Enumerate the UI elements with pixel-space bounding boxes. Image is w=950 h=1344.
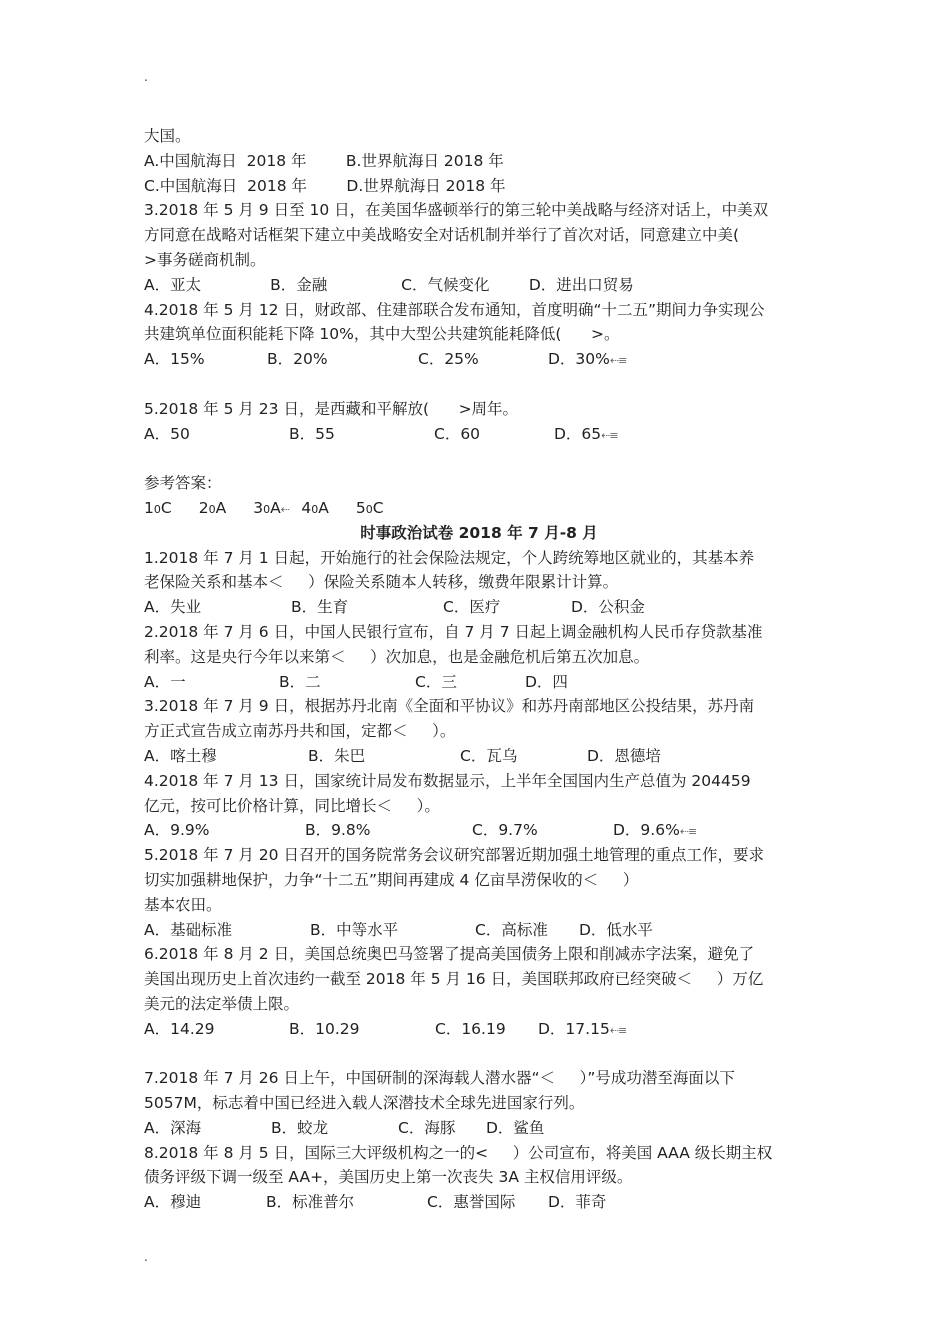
footer-dot: .	[144, 1250, 148, 1264]
option: B．9.8%	[305, 821, 371, 840]
question-text: 1.2018 年 7 月 1 日起，开始施行的社会保险法规定，个人跨统筹地区就业的，其基本养	[144, 548, 755, 567]
option: A．15%	[144, 350, 205, 369]
paragraph-mark-icon: ⇠≡	[601, 428, 618, 442]
option: B．生育	[291, 598, 349, 617]
option: A．喀土穆	[144, 746, 217, 765]
question-text: 切实加强耕地保护，力争“十二五”期间再建成 4 亿亩旱涝保收的＜ ）	[144, 870, 639, 889]
option: A．基础标准	[144, 920, 233, 939]
question-text: 美元的法定举债上限。	[144, 994, 300, 1013]
question-text: 5057M，标志着中国已经进入载人深潜技术全球先进国家行列。	[144, 1094, 585, 1113]
option: A．穆迪	[144, 1193, 202, 1212]
answers-row: 10C 20A 30A⇠ 40A 50C	[144, 498, 384, 517]
option: D．9.6%	[613, 821, 680, 840]
option: C．三	[415, 672, 457, 691]
text-line: 共建筑单位面积能耗下降 10%，其中大型公共建筑能耗降低( >。	[144, 325, 620, 344]
option: A．深海	[144, 1118, 202, 1137]
option: B．10.29	[289, 1019, 360, 1038]
option-row	[144, 422, 814, 447]
option: D．30%	[548, 350, 610, 369]
text-line: C.中国航海日 2018 年 D.世界航海日 2018 年	[144, 176, 506, 195]
text-line: 3.2018 年 5 月 9 日至 10 日，在美国华盛顿举行的第三轮中美战略与经济对话上，中美双	[144, 201, 769, 220]
option: C．25%	[418, 350, 479, 369]
option: D．65	[554, 424, 602, 443]
question-text: 7.2018 年 7 月 26 日上午，中国研制的深海载人潜水器“＜ ）”号成功潜至海面以下	[144, 1069, 735, 1088]
header-dot: .	[144, 70, 148, 84]
option-row	[144, 347, 814, 372]
option: B．中等水平	[310, 920, 399, 939]
question-text: 美国出现历史上首次违约一截至 2018 年 5 月 16 日，美国联邦政府已经突破＜ ）万亿	[144, 970, 764, 989]
question-text: 方正式宣告成立南苏丹共和国，定都＜ ）。	[144, 722, 456, 741]
question-text: 老保险关系和基本＜ ）保险关系随本人转移，缴费年限累计计算。	[144, 573, 619, 592]
question-text: 基本农田。	[144, 895, 222, 914]
document-body	[144, 124, 814, 1215]
option: D．低水平	[579, 920, 653, 939]
paragraph-mark-icon: ⇠≡	[609, 1023, 627, 1037]
option: B．蛟龙	[271, 1118, 329, 1137]
arrow-mark-icon: ⇠	[280, 502, 292, 516]
option: A．50	[144, 424, 190, 443]
question-text: 5.2018 年 7 月 20 日召开的国务院常务会议研究部署近期加强土地管理的重点工作，要求	[144, 846, 764, 865]
text-line: 大国。	[144, 127, 191, 145]
option-row	[144, 1190, 814, 1215]
option: B．55	[289, 424, 335, 443]
question-text: 亿元，按可比价格计算，同比增长＜ ）。	[144, 796, 440, 815]
option-row	[144, 595, 814, 620]
paragraph-mark-icon: ⇠≡	[679, 825, 697, 839]
option: D．菲奇	[548, 1193, 607, 1212]
option: A．14.29	[144, 1019, 215, 1038]
option: C．海豚	[398, 1118, 456, 1137]
text-line: A.中国航海日 2018 年 B.世界航海日 2018 年	[144, 151, 504, 170]
option: A．9.9%	[144, 821, 210, 840]
option: A．一	[144, 672, 186, 691]
text-line: 4.2018 年 5 月 12 日，财政部、住建部联合发布通知，首度明确“十二五”期间力争实现公	[144, 300, 765, 319]
option: C．瓦乌	[460, 746, 518, 765]
option: C．惠誉国际	[427, 1193, 516, 1212]
option: C．医疗	[443, 598, 501, 617]
option: C．16.19	[435, 1019, 506, 1038]
option: D．17.15	[538, 1019, 610, 1038]
option: B．20%	[267, 350, 328, 369]
option-row	[144, 744, 814, 769]
question-text: 6.2018 年 8 月 2 日，美国总统奥巴马签署了提高美国债务上限和削减赤字法案，避免了	[144, 945, 755, 964]
option: D．恩德培	[587, 746, 661, 765]
option-row	[144, 918, 814, 943]
question-text: 3.2018 年 7 月 9 日，根据苏丹北南《全面和平协议》和苏丹南部地区公投结果，苏丹南	[144, 697, 755, 716]
option: C．高标准	[475, 920, 548, 939]
option: B．朱巴	[308, 746, 366, 765]
option: D．鲨鱼	[486, 1118, 545, 1137]
option: B．二	[279, 672, 321, 691]
option-row	[144, 670, 814, 695]
question-text: 4.2018 年 7 月 13 日，国家统计局发布数据显示，上半年全国国内生产总值为 204459	[144, 771, 751, 790]
text-line: 5.2018 年 5 月 23 日，是西藏和平解放( >周年。	[144, 399, 519, 418]
option-row	[144, 1017, 814, 1042]
option-row	[144, 1116, 814, 1141]
paragraph-mark-icon: ⇠≡	[609, 354, 627, 368]
question-text: 8.2018 年 8 月 5 日，国际三大评级机构之一的< ）公司宣布，将美国 AAA 级长期主权	[144, 1143, 773, 1162]
option-row	[144, 818, 814, 843]
question-text: 利率。这是央行今年以来第＜ ）次加息，也是金融危机后第五次加息。	[144, 647, 650, 666]
option: C．9.7%	[472, 821, 538, 840]
question-text: 债务评级下调一级至 AA+，美国历史上第一次丧失 3A 主权信用评级。	[144, 1168, 633, 1187]
question-text: 2.2018 年 7 月 6 日，中国人民银行宣布，自 7 月 7 日起上调金融机构人民币存贷款基准	[144, 622, 763, 641]
text-line: >事务磋商机制。	[144, 250, 266, 269]
text-line: 方同意在战略对话框架下建立中美战略安全对话机制并举行了首次对话，同意建立中美(	[144, 226, 740, 245]
option: D．四	[525, 672, 568, 691]
answers-label: 参考答案：	[144, 474, 222, 493]
text-line: A．亚太 B．金融 C．气候变化 D．进出口贸易	[144, 275, 634, 294]
option: A．失业	[144, 598, 202, 617]
option: D．公积金	[571, 598, 645, 617]
option: B．标准普尔	[266, 1193, 355, 1212]
section-title: 时事政治试卷 2018 年 7 月-8 月	[360, 523, 598, 542]
option: C．60	[434, 424, 481, 443]
